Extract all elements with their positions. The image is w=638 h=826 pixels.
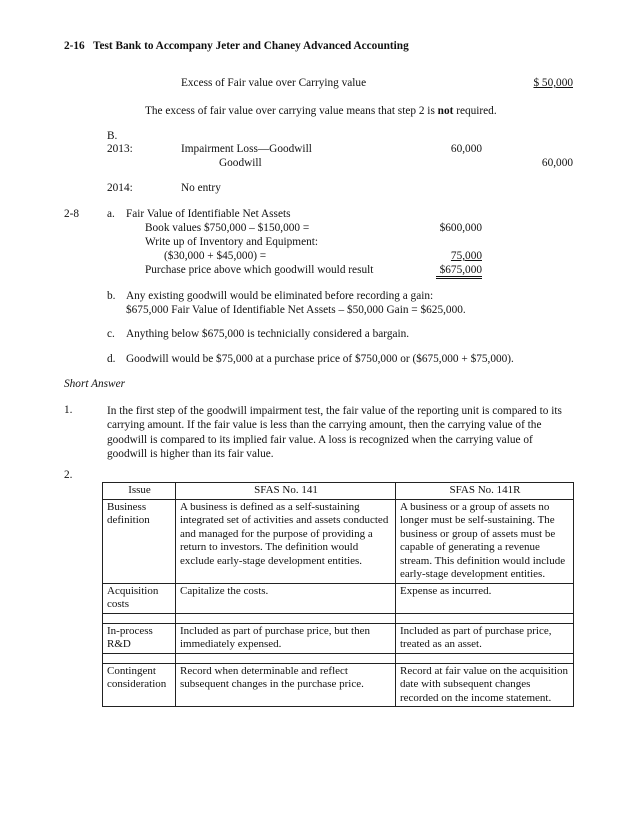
header-sfas-141r: SFAS No. 141R xyxy=(396,483,574,500)
part-c-letter: c. xyxy=(107,328,115,340)
table-row xyxy=(103,623,574,653)
credit-account: Goodwill xyxy=(219,157,262,169)
table-header-row xyxy=(103,483,574,500)
header-sfas-141: SFAS No. 141 xyxy=(176,483,396,500)
sfas141r-cell: Expense as incurred. xyxy=(396,583,574,613)
spacer-row xyxy=(103,613,574,623)
question-1-answer: In the first step of the goodwill impairment test, the fair value of the reporting unit is compared to its carrying amount. If the fair value is less than the carrying amount, then the carrying value of the goodwill is compared to its implied fair value. A loss is recognized when the carrying value of goodwill is higher than its fair value. xyxy=(107,405,562,460)
question-1-number: 1. xyxy=(64,404,73,416)
sfas141r-cell: Record at fair value on the acquisition date with subsequent changes recorded on the income statement. xyxy=(396,663,574,707)
book-title: Test Bank to Accompany Jeter and Chaney Advanced Accounting xyxy=(93,40,409,52)
sfas141-cell: Included as part of purchase price, but then immediately expensed. xyxy=(176,623,396,653)
issue-cell: Business definition xyxy=(103,499,176,583)
write-up-calc: ($30,000 + $45,000) = xyxy=(164,250,267,262)
page-ref: 2-16 xyxy=(64,40,85,52)
question-2-8-number: 2-8 xyxy=(64,208,80,220)
sfas141-cell: Capitalize the costs. xyxy=(176,583,396,613)
page-header xyxy=(64,40,409,52)
no-entry: No entry xyxy=(181,182,221,194)
purchase-price-amount: $675,000 xyxy=(436,264,482,279)
part-d-letter: d. xyxy=(107,353,116,365)
book-values-amount: $600,000 xyxy=(439,222,482,234)
sfas-comparison-table xyxy=(102,482,574,707)
part-b-label: B. xyxy=(107,130,118,142)
issue-cell: Acquisition costs xyxy=(103,583,176,613)
issue-cell: In-process R&D xyxy=(103,623,176,653)
debit-amount: 60,000 xyxy=(450,143,482,155)
spacer-row xyxy=(103,653,574,663)
year-2013: 2013: xyxy=(107,143,133,155)
step2-note: The excess of fair value over carrying value means that step 2 is not required. xyxy=(145,105,497,117)
write-up-amount: 75,000 xyxy=(450,250,482,262)
part-a-heading: Fair Value of Identifiable Net Assets xyxy=(126,208,291,220)
year-2014: 2014: xyxy=(107,182,133,194)
purchase-price-line: Purchase price above which goodwill would result xyxy=(145,264,374,276)
table-row xyxy=(103,499,574,583)
sfas141r-cell: Included as part of purchase price, treated as an asset. xyxy=(396,623,574,653)
part-a-letter: a. xyxy=(107,208,115,220)
part-b2-line1: Any existing goodwill would be eliminated before recording a gain: xyxy=(126,290,434,302)
sfas141r-cell: A business or a group of assets no longer must be self-sustaining. The business or group of assets must be capable of generating a revenue stream. This definition would include early-stage development entities. xyxy=(396,499,574,583)
part-b2-line2: $675,000 Fair Value of Identifiable Net Assets – $50,000 Gain = $625,000. xyxy=(126,304,466,316)
sfas141-cell: A business is defined as a self-sustaining integrated set of activities and assets conducted and managed for the purpose of providing a return to investors. The definition would exclude early-stage development entities. xyxy=(176,499,396,583)
short-answer-heading: Short Answer xyxy=(64,378,125,390)
table-row xyxy=(103,583,574,613)
part-c-text: Anything below $675,000 is technicially considered a bargain. xyxy=(126,328,410,340)
part-b2-letter: b. xyxy=(107,290,116,302)
sfas141-cell: Record when determinable and reflect subsequent changes in the purchase price. xyxy=(176,663,396,707)
credit-amount: 60,000 xyxy=(541,157,573,169)
header-issue: Issue xyxy=(103,483,176,500)
question-2-number: 2. xyxy=(64,469,73,481)
excess-amount: $ 50,000 xyxy=(533,77,573,89)
book-values-line: Book values $750,000 – $150,000 = xyxy=(145,222,310,234)
issue-cell: Contingent consideration xyxy=(103,663,176,707)
debit-account: Impairment Loss—Goodwill xyxy=(181,143,312,155)
part-d-text: Goodwill would be $75,000 at a purchase price of $750,000 or ($675,000 + $75,000). xyxy=(126,353,514,365)
excess-label: Excess of Fair value over Carrying value xyxy=(181,77,367,89)
table-row xyxy=(103,663,574,707)
write-up-line: Write up of Inventory and Equipment: xyxy=(145,236,319,248)
